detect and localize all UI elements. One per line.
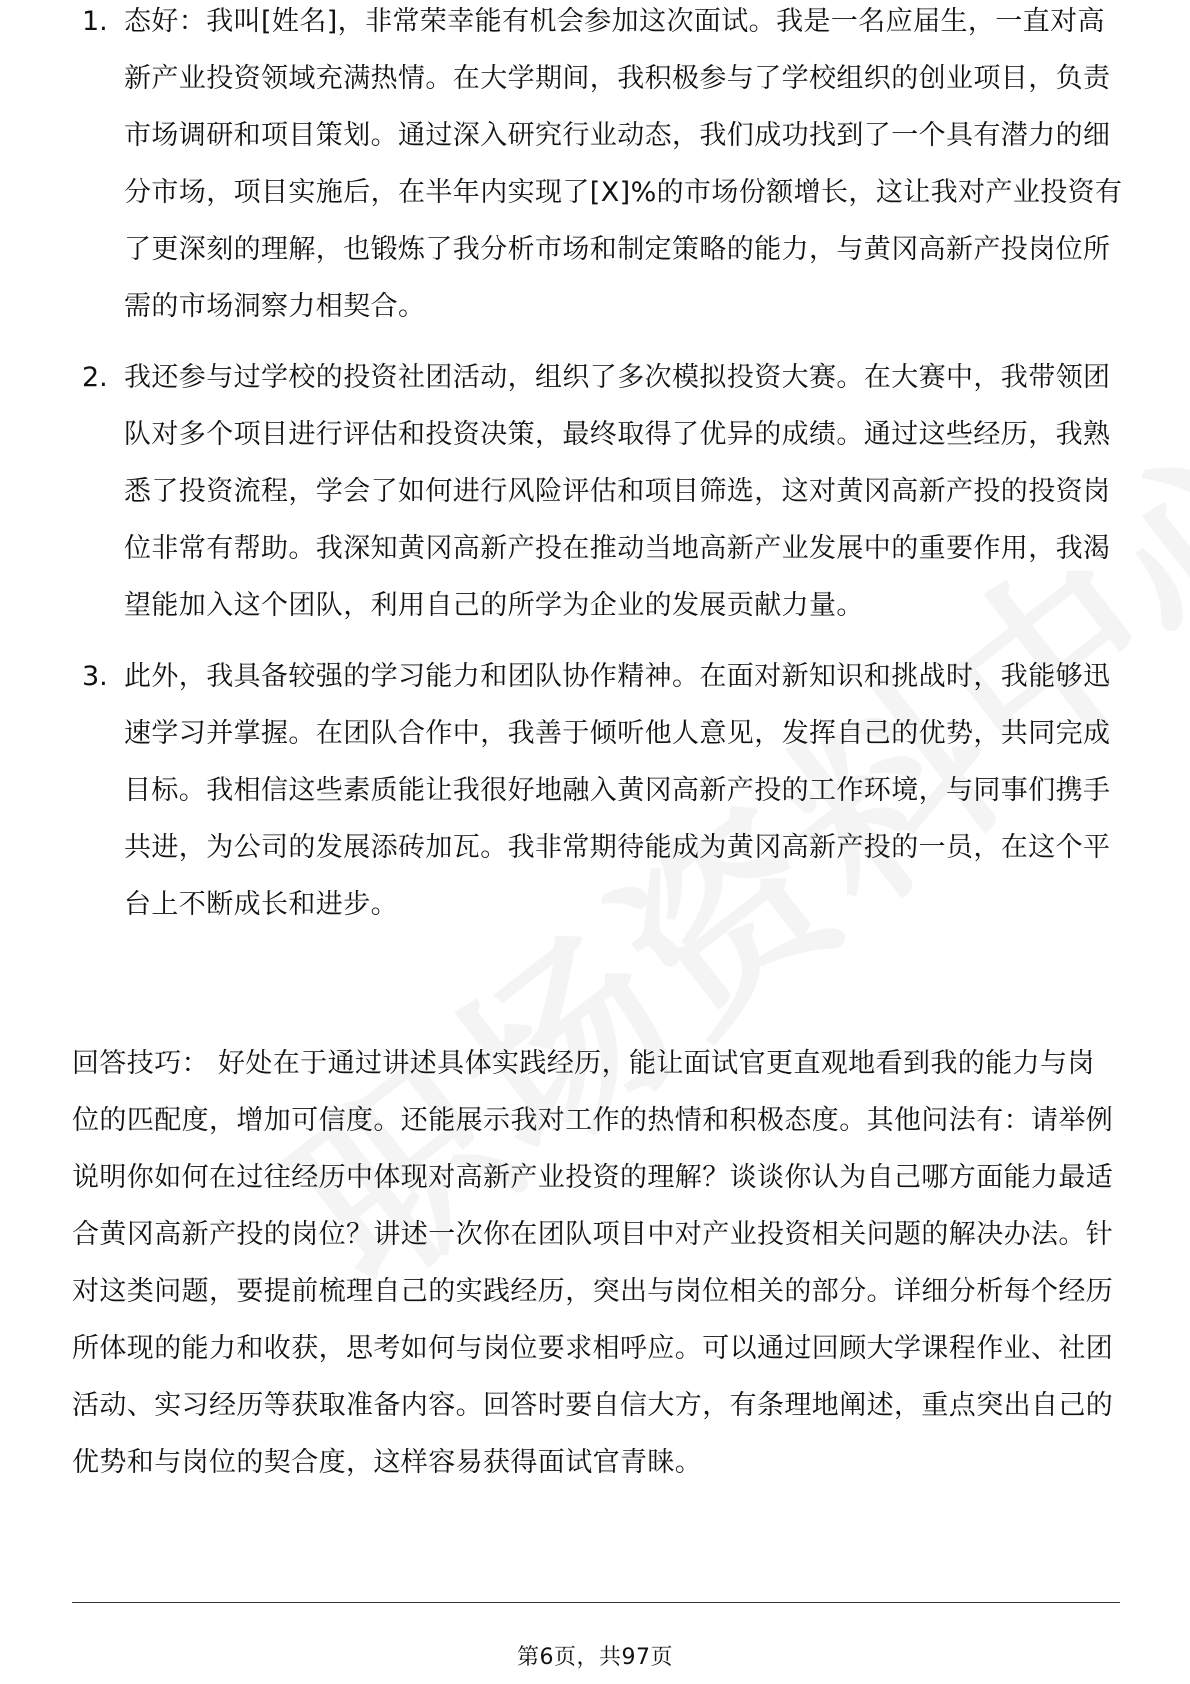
footer-divider bbox=[72, 1602, 1120, 1603]
list-item bbox=[66, 349, 1126, 634]
list-item-text: 此外，我具备较强的学习能力和团队协作精神。在面对新知识和挑战时，我能够迅速学习并掌握。在团队合作中，我善于倾听他人意见，发挥自己的优势，共同完成目标。我相信这些素质能让我很好地融入黄冈高新产投的工作环境，与同事们携手共进，为公司的发展添砖加瓦。我非常期待能成为黄冈高新产投的一员，在这个平台上不断成长和进步。 bbox=[124, 661, 1111, 920]
list-item-text: 态好：我叫[姓名]，非常荣幸能有机会参加这次面试。我是一名应届生，一直对高新产业投资领域充满热情。在大学期间，我积极参与了学校组织的创业项目，负责市场调研和项目策划。通过深入研究行业动态，我们成功找到了一个具有潜力的细分市场，项目实施后，在半年内实现了[X]%的市场份额增长，这让我对产业投资有了更深刻的理解，也锻炼了我分析市场和制定策略的能力，与黄冈高新产投岗位所需的市场洞察力相契合。 bbox=[124, 6, 1123, 322]
list-item-number: 1. bbox=[82, 6, 108, 37]
list-item bbox=[66, 0, 1126, 335]
list-item-number: 3. bbox=[82, 661, 108, 692]
answer-tip-paragraph: 回答技巧： 好处在于通过讲述具体实践经历，能让面试官更直观地看到我的能力与岗位的匹配度，增加可信度。还能展示我对工作的热情和积极态度。其他问法有：请举例说明你如何在过往经历中体现对高新产业投资的理解？谈谈你认为自己哪方面能力最适合黄冈高新产投的岗位？讲述一次你在团队项目中对产业投资相关问题的解决办法。针对这类问题，要提前梳理自己的实践经历，突出与岗位相关的部分。详细分析每个经历所体现的能力和收获，思考如何与岗位要求相呼应。可以通过回顾大学课程作业、社团活动、实习经历等获取准备内容。回答时要自信大方，有条理地阐述，重点突出自己的优势和与岗位的契合度，这样容易获得面试官青睐。 bbox=[72, 1048, 1114, 1478]
list-item bbox=[66, 648, 1126, 933]
list-item-text: 我还参与过学校的投资社团活动，组织了多次模拟投资大赛。在大赛中，我带领团队对多个项目进行评估和投资决策，最终取得了优异的成绩。通过这些经历，我熟悉了投资流程，学会了如何进行风险评估和项目筛选，这对黄冈高新产投的投资岗位非常有帮助。我深知黄冈高新产投在推动当地高新产业发展中的重要作用，我渴望能加入这个团队，利用自己的所学为企业的发展贡献力量。 bbox=[124, 362, 1111, 621]
page-number: 第6页，共97页 bbox=[517, 1645, 673, 1670]
list-item-number: 2. bbox=[82, 362, 108, 393]
answer-list bbox=[66, 6, 1126, 947]
